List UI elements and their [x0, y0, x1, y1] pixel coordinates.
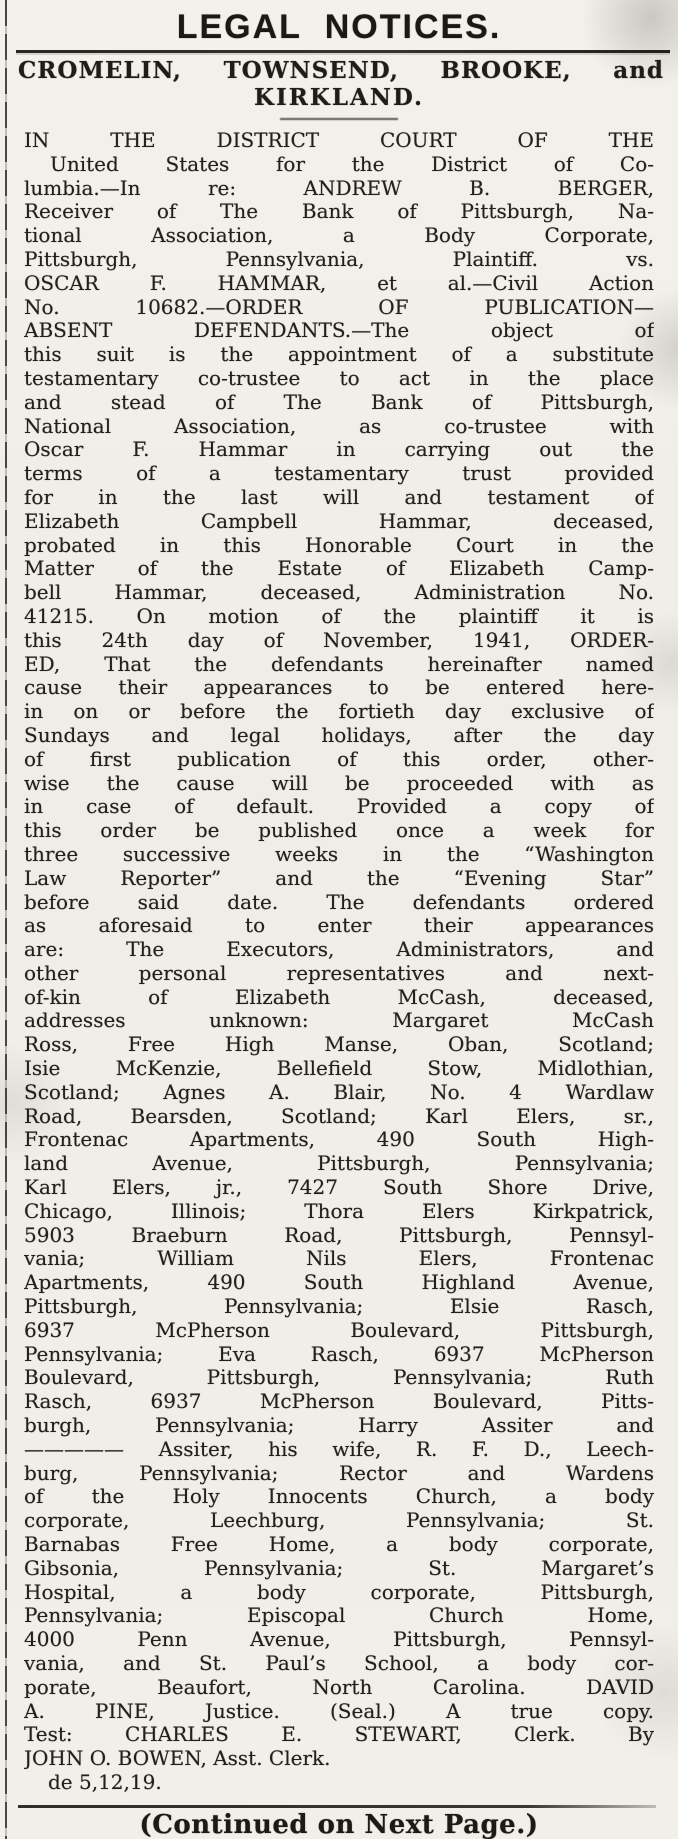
notice-line: land Avenue, Pittsburgh, Pennsylvania;: [24, 1152, 654, 1176]
notice-line: in on or before the fortieth day exclusive of: [24, 700, 654, 724]
notice-line: OSCAR F. HAMMAR, et al.—Civil Action: [24, 271, 654, 295]
notice-body: [24, 129, 654, 1795]
notice-line: for in the last will and testament of: [24, 485, 654, 509]
notice-line: Pennsylvania; Eva Rasch, 6937 McPherson: [24, 1342, 654, 1366]
notice-line: other personal representatives and next-: [24, 961, 654, 985]
notice-line: Boulevard, Pittsburgh, Pennsylvania; Ruth: [24, 1366, 654, 1390]
notice-line: testamentary co-trustee to act in the place: [24, 366, 654, 390]
notice-heading-line1: CROMELIN, TOWNSEND, BROOKE, and: [18, 57, 664, 84]
notice-line: this order be published once a week for: [24, 819, 654, 843]
notice-line: Road, Bearsden, Scotland; Karl Elers, sr.,: [24, 1104, 654, 1128]
notice-line: Scotland; Agnes A. Blair, No. 4 Wardlaw: [24, 1080, 654, 1104]
notice-line: A. PINE, Justice. (Seal.) A true copy.: [24, 1699, 654, 1723]
notice-line: burg, Pennsylvania; Rector and Wardens: [24, 1461, 654, 1485]
notice-line: National Association, as co-trustee with: [24, 414, 654, 438]
notice-line: Apartments, 490 South Highland Avenue,: [24, 1271, 654, 1295]
notice-line: Rasch, 6937 McPherson Boulevard, Pitts-: [24, 1390, 654, 1414]
notice-line: Sundays and legal holidays, after the day: [24, 723, 654, 747]
notice-line: probated in this Honorable Court in the: [24, 533, 654, 557]
notice-line: 4000 Penn Avenue, Pittsburgh, Pennsyl-: [24, 1628, 654, 1652]
notice-line: bell Hammar, deceased, Administration No.: [24, 581, 654, 605]
notice-line: of first publication of this order, other-: [24, 747, 654, 771]
section-divider-rule: [16, 50, 670, 53]
notice-line: are: The Executors, Administrators, and: [24, 938, 654, 962]
notice-line: of-kin of Elizabeth McCash, deceased,: [24, 985, 654, 1009]
notice-line: Karl Elers, jr., 7427 South Shore Drive,: [24, 1176, 654, 1200]
notice-line: Hospital, a body corporate, Pittsburgh,: [24, 1580, 654, 1604]
notice-line: this suit is the appointment of a substitute: [24, 343, 654, 367]
notice-line: addresses unknown: Margaret McCash: [24, 1009, 654, 1033]
notice-line: corporate, Leechburg, Pennsylvania; St.: [24, 1509, 654, 1533]
notice-line: Isie McKenzie, Bellefield Stow, Midlothian,: [24, 1057, 654, 1081]
notice-line: cause their appearances to be entered here-: [24, 676, 654, 700]
notice-line: and stead of The Bank of Pittsburgh,: [24, 390, 654, 414]
notice-line: Pittsburgh, Pennsylvania, Plaintiff. vs.: [24, 247, 654, 271]
notice-line: Pennsylvania; Episcopal Church Home,: [24, 1604, 654, 1628]
notice-line: of the Holy Innocents Church, a body: [24, 1485, 654, 1509]
notice-line: terms of a testamentary trust provided: [24, 462, 654, 486]
notice-line: Ross, Free High Manse, Oban, Scotland;: [24, 1033, 654, 1057]
notice-line: wise the cause will be proceeded with as: [24, 771, 654, 795]
notice-line: porate, Beaufort, North Carolina. DAVID: [24, 1675, 654, 1699]
notice-line: Matter of the Estate of Elizabeth Camp-: [24, 557, 654, 581]
notice-line: before said date. The defendants ordered: [24, 890, 654, 914]
notice-line: ABSENT DEFENDANTS.—The object of: [24, 319, 654, 343]
notice-line: three successive weeks in the “Washington: [24, 842, 654, 866]
notice-line: Barnabas Free Home, a body corporate,: [24, 1533, 654, 1557]
notice-line: ————— Assiter, his wife, R. F. D., Leech-: [24, 1437, 654, 1461]
notice-line: No. 10682.—ORDER OF PUBLICATION—: [24, 295, 654, 319]
notice-line: as aforesaid to enter their appearances: [24, 914, 654, 938]
notice-line: burgh, Pennsylvania; Harry Assiter and: [24, 1414, 654, 1438]
section-title: LEGAL NOTICES.: [176, 8, 502, 46]
notice-line: 6937 McPherson Boulevard, Pittsburgh,: [24, 1318, 654, 1342]
notice-line: lumbia.—In re: ANDREW B. BERGER,: [24, 176, 654, 200]
notice-line: Test: CHARLES E. STEWART, Clerk. By: [24, 1723, 654, 1747]
notice-line: vania, and St. Paul’s School, a body cor-: [24, 1652, 654, 1675]
notice-line: this 24th day of November, 1941, ORDER-: [24, 628, 654, 652]
notice-line: Chicago, Illinois; Thora Elers Kirkpatrick,: [24, 1199, 654, 1223]
column-rule-left: [5, 0, 7, 1839]
footer-divider-rule: [18, 1805, 656, 1808]
notice-line: tional Association, a Body Corporate,: [24, 224, 654, 248]
notice-line: Gibsonia, Pennsylvania; St. Margaret’s: [24, 1556, 654, 1580]
notice-line: 5903 Braeburn Road, Pittsburgh, Pennsyl-: [24, 1223, 654, 1247]
notice-line: in case of default. Provided a copy of: [24, 795, 654, 819]
notice-line: Law Reporter” and the “Evening Star”: [24, 866, 654, 890]
notice-line: 41215. On motion of the plaintiff it is: [24, 604, 654, 628]
notice-line: Oscar F. Hammar in carrying out the: [24, 438, 654, 462]
continued-note: (Continued on Next Page.): [139, 1810, 539, 1839]
notice-line: JOHN O. BOWEN, Asst. Clerk.: [24, 1747, 331, 1771]
notice-line: vania; William Nils Elers, Frontenac: [24, 1247, 654, 1271]
notice-line: de 5,12,19.: [48, 1770, 162, 1794]
notice-line: Frontenac Apartments, 490 South High-: [24, 1128, 654, 1152]
notice-line: Elizabeth Campbell Hammar, deceased,: [24, 509, 654, 533]
notice-heading-line2: KIRKLAND.: [253, 84, 425, 111]
notice-line: IN THE DISTRICT COURT OF THE: [24, 129, 654, 152]
notice-line: United States for the District of Co-: [50, 152, 654, 176]
notice-line: Receiver of The Bank of Pittsburgh, Na-: [24, 200, 654, 224]
notice-line: Pittsburgh, Pennsylvania; Elsie Rasch,: [24, 1295, 654, 1319]
heading-divider-rule: [280, 118, 398, 120]
notice-line: ED, That the defendants hereinafter named: [24, 652, 654, 676]
